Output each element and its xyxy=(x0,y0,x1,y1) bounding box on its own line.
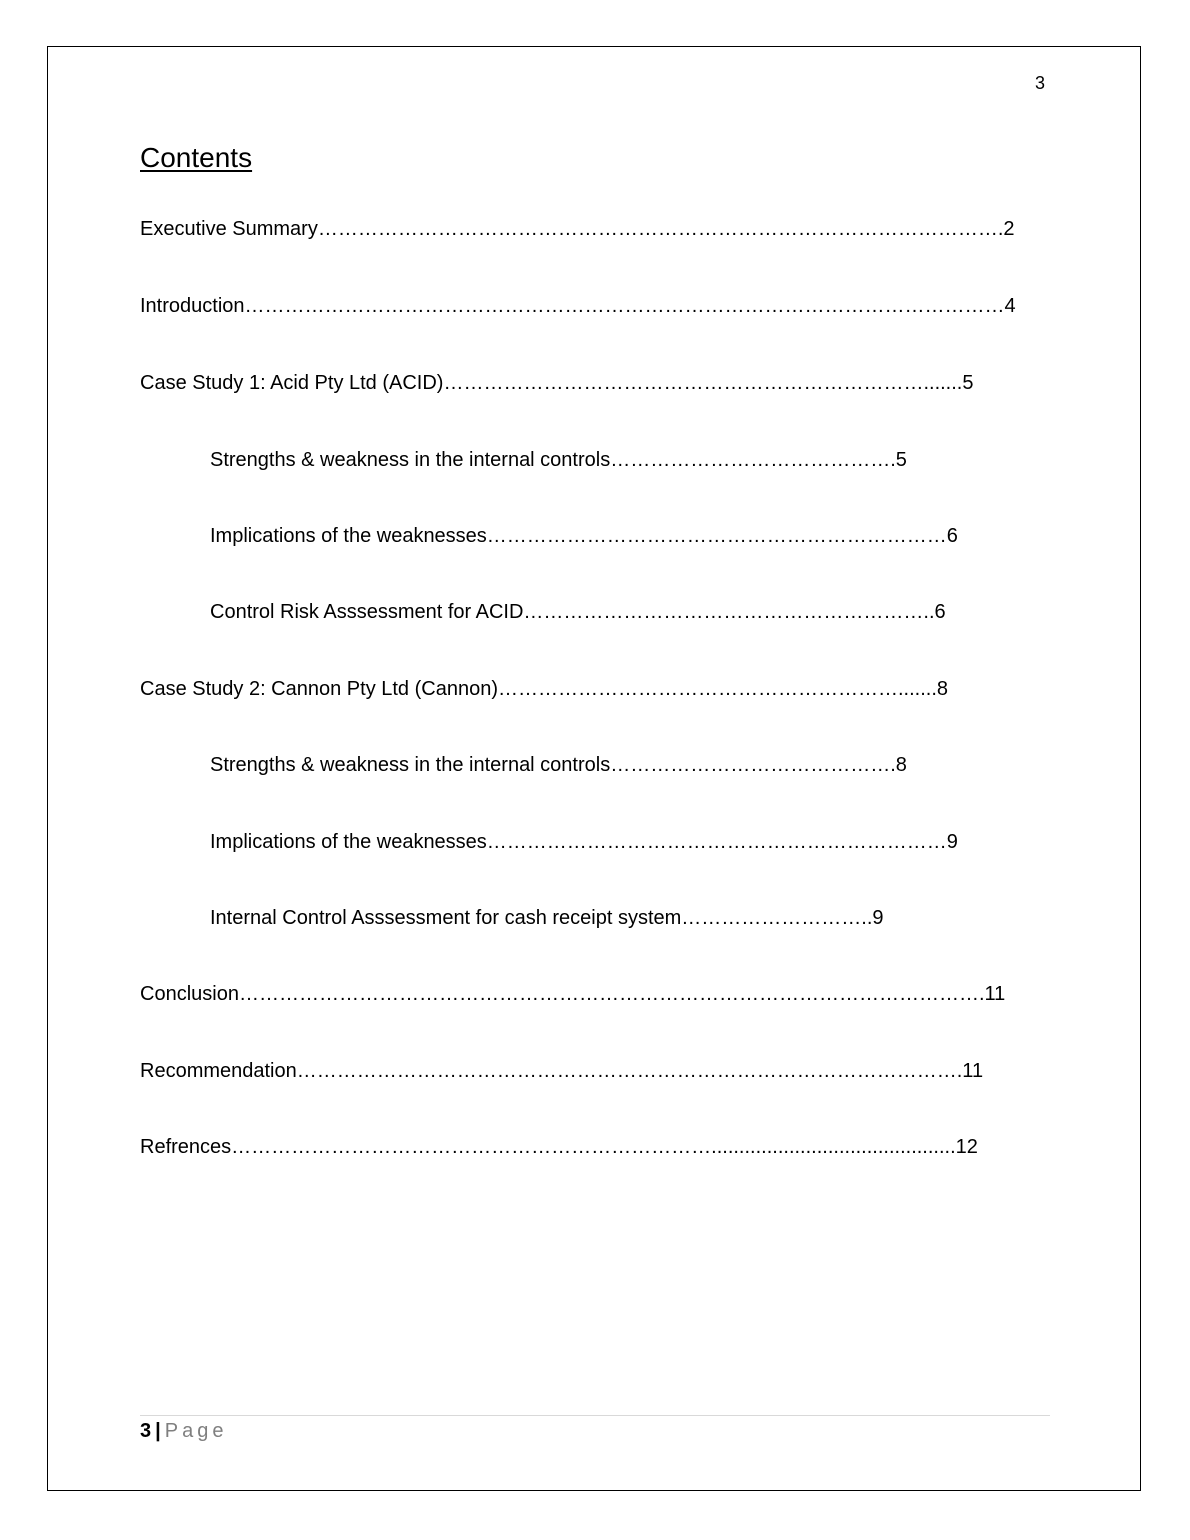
footer-page-number: 3 xyxy=(140,1420,152,1442)
footer-separator: | xyxy=(155,1420,161,1442)
toc-entry-acid-strengths-weakness[interactable]: Strengths & weakness in the internal controls…………………………………….5 xyxy=(210,449,907,471)
footer-divider xyxy=(140,1415,1050,1416)
toc-entry-conclusion[interactable]: Conclusion………………………………………………………………………………………………….11 xyxy=(140,983,1006,1005)
footer-page-label: Page xyxy=(164,1420,228,1442)
toc-entry-executive-summary[interactable]: Executive Summary………………………………………………………………………………………….2 xyxy=(140,218,1015,240)
toc-entry-case-study-2[interactable]: Case Study 2: Cannon Pty Ltd (Cannon)…………………………………………………….......8 xyxy=(140,678,949,700)
toc-entry-cannon-implications[interactable]: Implications of the weaknesses……………………………………………………………9 xyxy=(210,831,958,853)
toc-entry-case-study-1[interactable]: Case Study 1: Acid Pty Ltd (ACID)……………………………………………………………….......5 xyxy=(140,372,974,394)
toc-entry-cannon-internal-control[interactable]: Internal Control Asssessment for cash receipt system………………………..9 xyxy=(210,907,884,929)
page-footer xyxy=(140,1420,227,1443)
toc-entry-acid-implications[interactable]: Implications of the weaknesses……………………………………………………………6 xyxy=(210,525,958,547)
toc-entry-introduction[interactable]: Introduction……………………………………………………………………………………………………4 xyxy=(140,295,1016,317)
contents-title: Contents xyxy=(140,142,253,173)
toc-entry-references[interactable]: Refrences………………………………………………………………............................................12 xyxy=(140,1136,978,1158)
toc-entry-recommendation[interactable]: Recommendation……………………………………………………………………………………….11 xyxy=(140,1060,984,1082)
toc-entry-acid-control-risk[interactable]: Control Risk Asssessment for ACID……………………………………………………..6 xyxy=(210,601,946,623)
header-page-number: 3 xyxy=(1035,73,1046,93)
toc-entry-cannon-strengths-weakness[interactable]: Strengths & weakness in the internal controls…………………………………….8 xyxy=(210,754,907,776)
